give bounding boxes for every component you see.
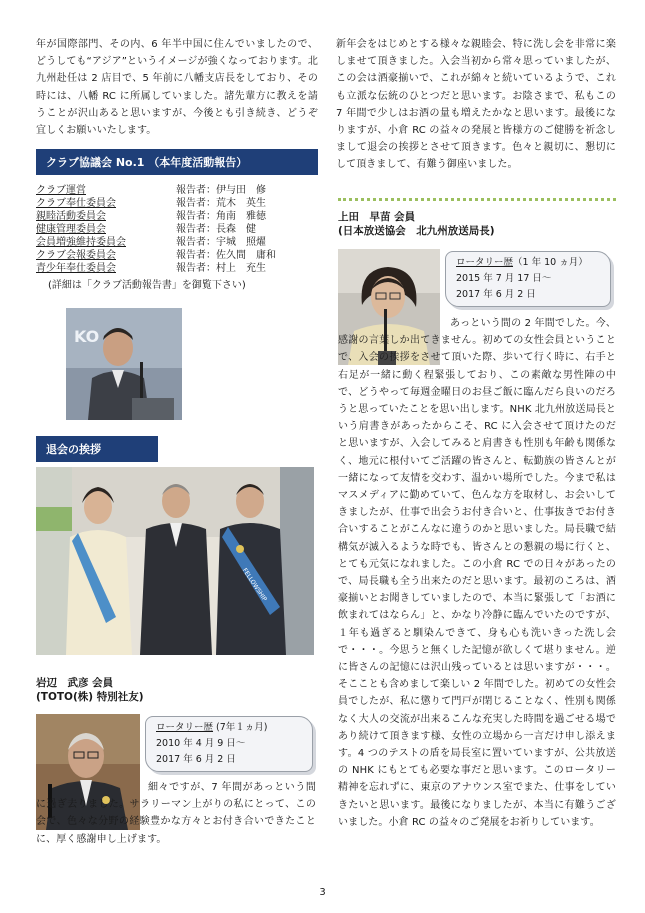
committee-reporter: 報告者：宇城 照燿 (176, 237, 266, 249)
history-to: 2017 年 6 月 2 日 (456, 289, 536, 300)
sash-text: FELLOWSHIP (240, 567, 268, 603)
committee-name: クラブ運営 (36, 185, 86, 197)
farewell-heading: 退会の挨拶 (36, 436, 158, 462)
history-to: 2017 年 6 月 2 日 (156, 754, 236, 765)
right-column (336, 36, 616, 174)
committee-name: 親睦活動委員会 (36, 211, 106, 223)
committee-row (36, 197, 318, 210)
committee-list (36, 184, 318, 275)
left-column (36, 36, 318, 291)
committee-name: 青少年奉仕委員会 (36, 263, 116, 275)
history-from: 2015 年 7 月 17 日～ (456, 273, 552, 284)
left-intro-text: 年が国際部門、その内、6 年半中国に住んでいましたので、どうしても“アジア”というイメージが強くなっております。北九州赴任は 2 店目で、5 年前に八幡支店長をしており、その時には、八幡 RC に所属していました。諸先輩方に教えを請うことが沢山あると思いますが、今後とも引き続き、どうぞ宜しくお願いいたします。 (36, 39, 318, 137)
committee-row (36, 262, 318, 275)
committee-row (36, 223, 318, 236)
club-council-heading: クラブ協議会 No.1 （本年度活動報告） (36, 149, 318, 175)
iwanabe-name: 岩辺 武彦 会員 (36, 677, 114, 689)
ueda-company: (日本放送協会 北九州放送局長) (338, 225, 495, 237)
ueda-message: あっという間の 2 年間でした。今、感謝の言葉しか出てきません。初めての女性会員ということで、入会の挨拶をさせて頂いた際、歩いて行く時に、右手と右足が一緒に動く程緊張しており、この素敵な男性陣の中で、どうやって毎週金曜日のお昼ご飯に臨んだら良いのだろうと思っていたことを思い出します。NHK 北九州放送局長という肩書きがあったからこそ、RC に入会させて頂けたのだと思いますが、入会してみると肩書きも性別も年齢も関係なく、地元に根付いてご活躍の皆さんと、転勤族の皆さんとが一緒になって友情を交わす、温かい場所でした。今まで私はマスメディアに勤めていて、色んな方を取材し、お会いしてきましたが、仕事で出会うお付き合いと、仕事抜きでお付き合いすることがこんなに違うのかと思いました。局長職で結構気が滅入るような時でも、皆さんとの懇親の場に行くと、とても元気になれました。この小倉 RC での日々があったので、局長職も全う出来たのだと思います。最初のころは、酒豪揃いとお聞きしていましたので、本当に緊張して「お酒に飲まれてはならん」と、かなり冷静に臨んでいたのですが、１年も過ぎると馴染んできて、身も心も洗いきった洗し会で・・・。今思うと無くした記憶が欲しくて堪りません。逆に皆さんの記憶には沢山残っているとは思いますが・・・。そこことも含めまして楽しい 2 年間でした。初めての女性会員でしたが、私に懲りて門戸が閉じることなく、性別も関係なく大人の交流が出来るこんな充実した時間を過ごせる場であり続けて頂きます様、女性の立場から一言だけ申し添えます。4 つのテストの盾を局長室に置いていますが、公共放送の NHK にもとても必要な事だと思います。このロータリー精神を忘れずに、東京のアナウンス室でまた、仕事をしていきたいと思います。最後になりましたが、本当に有難うございました。小倉 RC の益々のご発展をお祈りしています。 (338, 318, 616, 828)
iwanabe-header (36, 676, 316, 704)
ueda-history-box (445, 251, 611, 307)
ueda-name: 上田 早苗 会員 (338, 211, 416, 223)
history-duration: (7年１ヵ月) (216, 722, 268, 733)
iwanabe-message: 細々ですが、7 年間があっという間に過ぎ去りました。サラリーマン上がりの私にとって、この会で、色々な分野の経験豊かな方々とお付き合いできたことに、厚く感謝申し上げます。 (36, 782, 316, 845)
committee-row (36, 236, 318, 249)
svg-text:KO: KO (74, 327, 100, 346)
committee-row (36, 210, 318, 223)
history-title: ロータリー歴 (456, 257, 514, 268)
iwanabe-history-box (145, 716, 313, 772)
report-note: (詳細は「クラブ活動報告書」を御覧下さい) (48, 280, 246, 292)
committee-reporter: 報告者：長森 健 (176, 224, 256, 236)
committee-reporter: 報告者：村上 充生 (176, 263, 266, 275)
history-from: 2010 年 4 月 9 日～ (156, 738, 246, 749)
section-separator (338, 198, 616, 201)
page-number: 3 (319, 887, 326, 898)
history-title: ロータリー歴 (156, 722, 214, 733)
committee-reporter: 報告者：伊与田 修 (176, 185, 266, 197)
committee-reporter: 報告者：佐久間 庸和 (176, 250, 276, 262)
committee-name: クラブ奉仕委員会 (36, 198, 116, 210)
committee-reporter: 報告者：荒木 英生 (176, 198, 266, 210)
committee-row (36, 184, 318, 197)
right-intro-text: 新年会をはじめとする様々な親睦会、特に洗し会を非常に楽しませて頂きました。入会当初から常々思っていましたが、この会は酒豪揃いで、これが綿々と続いているようで、これも立派な伝統のひとつだと思います。お陰さまで、私もこの 7 年間で少しはお酒の量も増えたかなと思います。最後になりますが、小倉 RC の益々の発展と皆様方のご健勝を祈念しまして退会の挨拶とさせて頂きます。色々と親切に、懇切にして頂きまして、有難う御座いました。 (336, 39, 616, 171)
committee-row (36, 249, 318, 262)
committee-reporter: 報告者：角南 雅徳 (176, 211, 266, 223)
committee-name: 健康管理委員会 (36, 224, 106, 236)
committee-name: クラブ会報委員会 (36, 250, 116, 262)
iwanabe-company: (TOTO(株) 特別社友) (36, 691, 144, 703)
podium-speaker-photo (66, 308, 182, 420)
ueda-header (338, 210, 618, 238)
committee-name: 会員増強維持委員会 (36, 237, 126, 249)
history-duration: （1 年 10 ヵ月） (513, 257, 588, 268)
farewell-group-photo (36, 467, 314, 655)
